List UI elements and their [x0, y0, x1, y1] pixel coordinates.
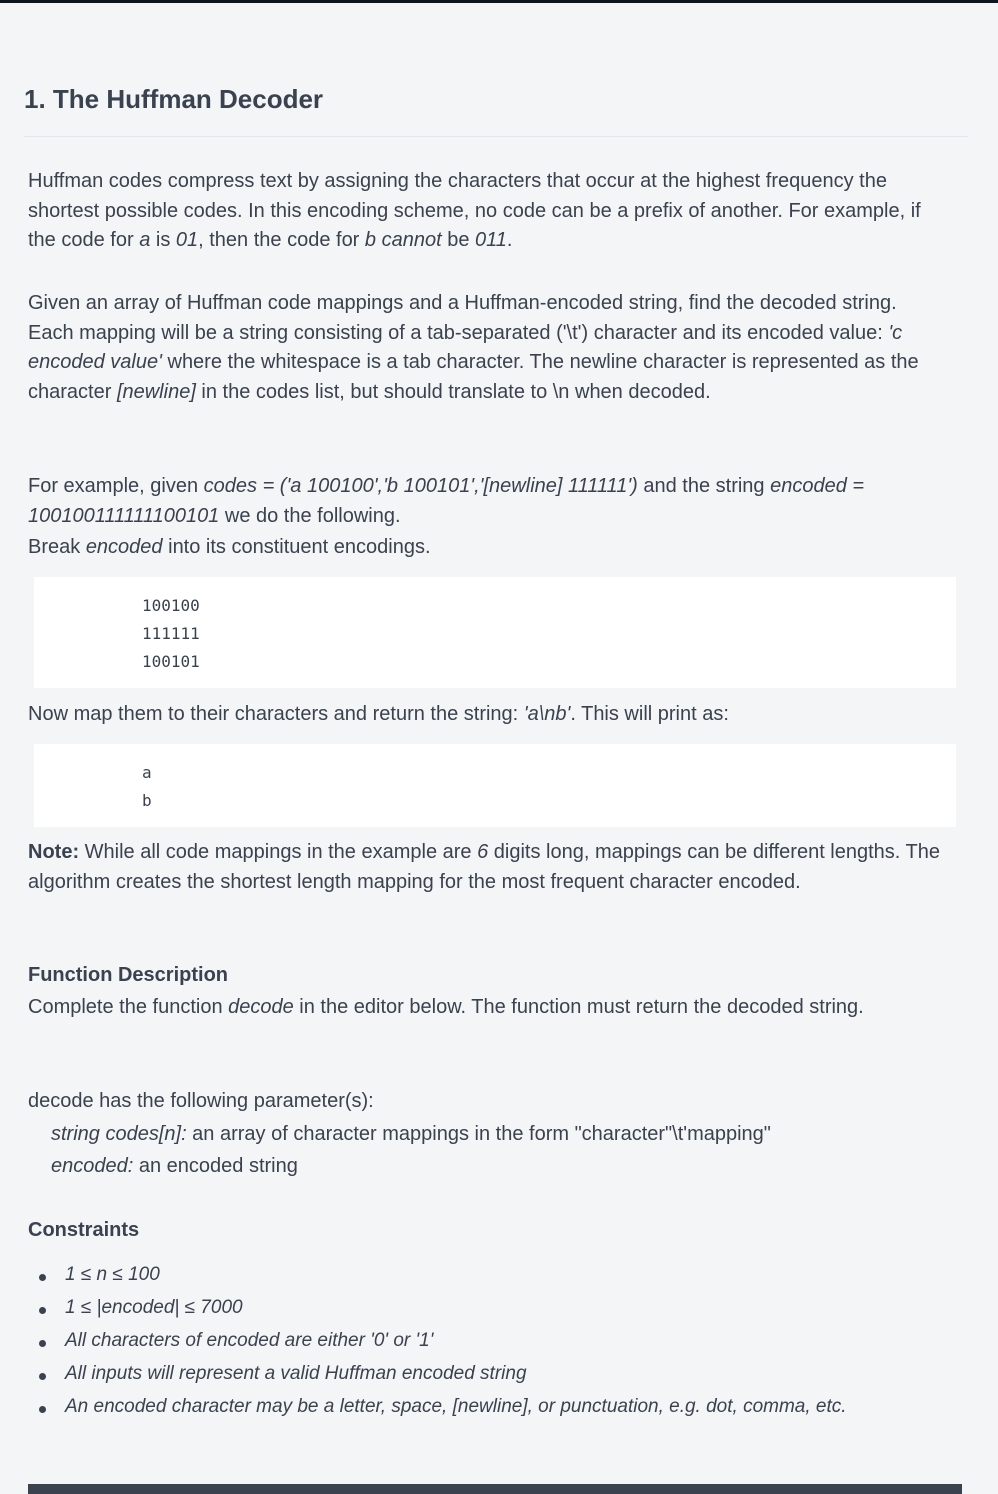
- constraint-item: All characters of encoded are either '0' or '1': [28, 1330, 847, 1363]
- title-divider: [24, 136, 968, 137]
- parameters-intro: decode has the following parameter(s):: [28, 1090, 374, 1112]
- given-paragraph: Given an array of Huffman code mappings and a Huffman-encoded string, find the decoded string. Each mapping will be a string consisting of a tab-separated ('\t') character and its encoded value: 'c encoded value' where the whitespace is a tab character. The newline character is represented as the character [newline] in the codes list, but should translate to \n when decoded.: [28, 292, 919, 403]
- break-paragraph: Break encoded into its constituent encodings.: [28, 536, 431, 558]
- top-border: [0, 0, 998, 3]
- bullet-icon: [39, 1274, 46, 1281]
- constraint-item: An encoded character may be a letter, space, [newline], or punctuation, e.g. dot, comma, etc.: [28, 1396, 847, 1429]
- output-code-block: [34, 744, 956, 827]
- bullet-icon: [39, 1340, 46, 1347]
- parameter-encoded: encoded: an encoded string: [51, 1155, 298, 1177]
- editor-top-edge: [28, 1484, 962, 1494]
- map-paragraph: Now map them to their characters and return the string: 'a\nb'. This will print as:: [28, 703, 729, 725]
- constraints-list: [28, 1264, 847, 1429]
- note-label: Note:: [28, 841, 80, 863]
- constraint-item: All inputs will represent a valid Huffman encoded string: [28, 1363, 847, 1396]
- function-description-paragraph: Complete the function decode in the editor below. The function must return the decoded string.: [28, 996, 864, 1018]
- bullet-icon: [39, 1307, 46, 1314]
- constraints-heading: Constraints: [28, 1219, 140, 1241]
- note-paragraph: Note: While all code mappings in the example are 6 digits long, mappings can be different lengths. The algorithm creates the shortest length mapping for the most frequent character encoded.: [28, 841, 941, 893]
- parameter-codes: string codes[n]: an array of character mappings in the form "character"\t'mapping": [51, 1123, 771, 1145]
- output-line: a: [142, 763, 152, 782]
- example-paragraph: For example, given codes = ('a 100100','b 100101','[newline] 111111') and the string encoded = 100100111111100101 we do the following.: [28, 475, 865, 527]
- constraint-item: 1 ≤ |encoded| ≤ 7000: [28, 1297, 847, 1330]
- encoding-line: 100101: [142, 652, 200, 671]
- encodings-code-block: [34, 577, 956, 688]
- bullet-icon: [39, 1406, 46, 1413]
- encoding-line: 111111: [142, 624, 200, 643]
- page-title: 1. The Huffman Decoder: [24, 84, 324, 114]
- function-description-heading: Function Description: [28, 964, 228, 986]
- constraint-item: 1 ≤ n ≤ 100: [28, 1264, 847, 1297]
- output-line: b: [142, 791, 152, 810]
- encoding-line: 100100: [142, 596, 200, 615]
- bullet-icon: [39, 1373, 46, 1380]
- intro-paragraph: Huffman codes compress text by assigning the characters that occur at the highest frequency the shortest possible codes. In this encoding scheme, no code can be a prefix of another. For example, if the code for a is 01, then the code for b cannot be 011.: [28, 170, 921, 251]
